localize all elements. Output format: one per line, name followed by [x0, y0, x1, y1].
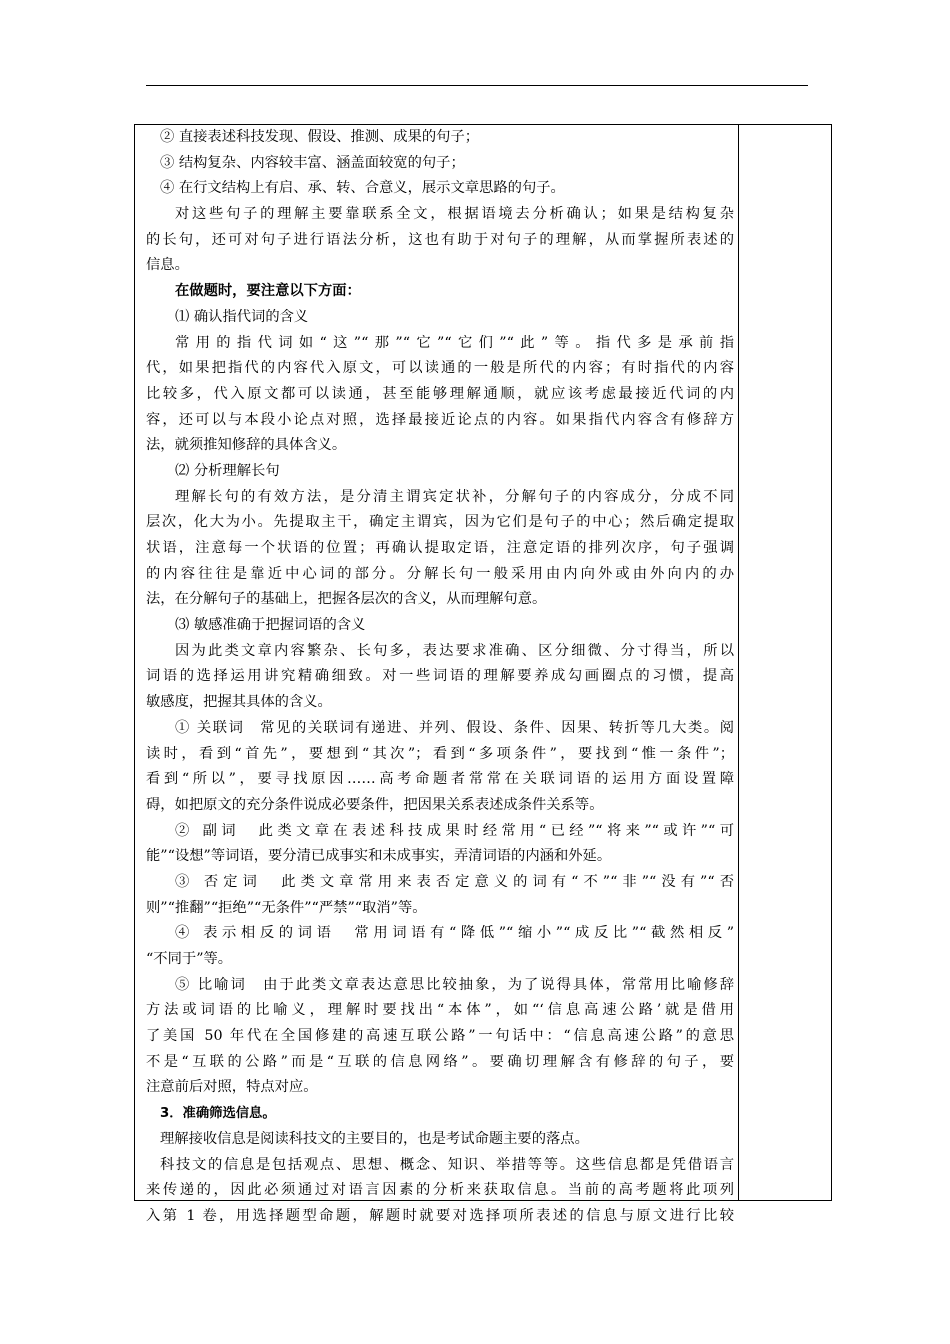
header-rule: [146, 85, 808, 86]
text-line: 3．准确筛选信息。: [160, 1106, 276, 1122]
text-line: 信息。: [146, 257, 189, 274]
text-line: 的长句，还可对句子进行语法分析，这也有助于对句子的理解，从而掌握所表述的: [146, 231, 734, 248]
text-line: 层次，化大为小。先提取主干，确定主谓宾，因为它们是句子的中心；然后确定提取: [146, 514, 734, 531]
text-line: 方法或词语的比喻义，理解时要找出“本体”，如“‘信息高速公路’就是借用: [146, 1002, 734, 1019]
text-line: “不同于”等。: [146, 951, 233, 967]
text-line: 比较多，代入原文都可以读通，甚至能够理解通顺，就应该考虑最接近代词的内: [146, 385, 734, 402]
text-line: ⑴ 确认指代词的含义: [175, 308, 309, 325]
text-line: ③ 结构复杂、内容较丰富、涵盖面较宽的句子；: [160, 154, 465, 171]
text-line: 容，还可以与本段小论点对照，选择最接近论点的内容。如果指代内容含有修辞方: [146, 411, 734, 428]
text-line: 看到“所以”，要寻找原因……高考命题者常常在关联词语的运用方面设置障: [146, 771, 734, 788]
text-line: ⑶ 敏感准确于把握词语的含义: [175, 617, 366, 634]
text-line: 不是“互联的公路”而是“互联的信息网络”。要确切理解含有修辞的句子，要: [146, 1053, 734, 1070]
text-line: 则”“推翻”“拒绝”“无条件”“严禁”“取消”等。: [146, 899, 427, 916]
text-line: 在做题时，要注意以下方面：: [175, 283, 361, 300]
side-cell: [739, 125, 831, 1200]
text-line: 入第 1 卷，用选择题型命题，解题时就要对选择项所表述的信息与原文进行比较: [146, 1207, 734, 1224]
text-line: 理解长句的有效方法，是分清主谓宾定状补，分解句子的内容成分，分成不同: [175, 488, 734, 505]
text-cell: [146, 125, 734, 1224]
text-line: 的内容往往是靠近中心词的部分。分解长句一般采用由内向外或由外向内的办: [146, 565, 734, 582]
text-line: ④ 在行文结构上有启、承、转、合意义，展示文章思路的句子。: [160, 180, 565, 197]
text-line: ⑵ 分析理解长句: [175, 462, 280, 479]
text-line: 敏感度，把握其具体的含义。: [146, 694, 332, 711]
text-line: 常用的指代词如“这”“那”“它”“它们”“此”等。指代多是承前指: [175, 334, 734, 351]
text-line: 状语，注意每一个状语的位置；再确认提取定语，注意定语的排列次序，句子强调: [146, 540, 734, 556]
text-line: ④ 表示相反的词语 常用词语有“降低”“缩小”“成反比”“截然相反”: [175, 925, 734, 942]
text-line: 代，如果把指代的内容代入原文，可以读通的一般是所代的内容；有时指代的内容: [146, 360, 734, 377]
text-line: ② 直接表述科技发现、假设、推测、成果的句子；: [160, 129, 480, 145]
text-line: ② 副词 此类文章在表述科技成果时经常用“已经”“将来”“或许”“可: [175, 822, 734, 839]
text-line: 注意前后对照，特点对应。: [146, 1079, 318, 1096]
text-line: ⑤ 比喻词 由于此类文章表达意思比较抽象，为了说得具体，常常用比喻修辞: [175, 976, 734, 993]
text-line: 法，在分解句子的基础上，把握各层次的含义，从而理解句意。: [146, 591, 547, 608]
text-line: ① 关联词 常见的关联词有递进、并列、假设、条件、因果、转折等几大类。阅: [175, 719, 734, 736]
text-line: 因为此类文章内容繁杂、长句多，表达要求准确、区分细微、分寸得当，所以: [175, 642, 734, 659]
text-line: ③ 否定词 此类文章常用来表否定意义的词有“不”“非”“没有”“否: [175, 873, 734, 890]
text-line: 来传递的，因此必须通过对语言因素的分析来获取信息。当前的高考题将此项列: [146, 1182, 734, 1199]
text-line: 法，就须推知修辞的具体含义。: [146, 437, 347, 454]
text-line: 读时，看到“首先”，要想到“其次”；看到“多项条件”，要找到“惟一条件”；: [146, 745, 734, 762]
text-line: 科技文的信息是包括观点、思想、概念、知识、举措等等。这些信息都是凭借语言: [160, 1156, 734, 1173]
text-line: 词语的选择运用讲究精确细致。对一些词语的理解要养成勾画圈点的习惯，提高: [146, 668, 734, 685]
text-line: 理解接收信息是阅读科技文的主要目的，也是考试命题主要的落点。: [160, 1130, 589, 1147]
text-line: 对这些句子的理解主要靠联系全文，根据语境去分析确认；如果是结构复杂: [175, 206, 734, 223]
content-table: [134, 124, 832, 1224]
text-line: 能”“设想”等词语，要分清已成事实和未成事实，弄清词语的内涵和外延。: [146, 848, 612, 865]
text-line: 了美国 50 年代在全国修建的高速互联公路”一句话中：“信息高速公路”的意思: [146, 1028, 734, 1045]
text-line: 碍，如把原文的充分条件说成必要条件，把因果关系表述成条件关系等。: [146, 796, 604, 813]
